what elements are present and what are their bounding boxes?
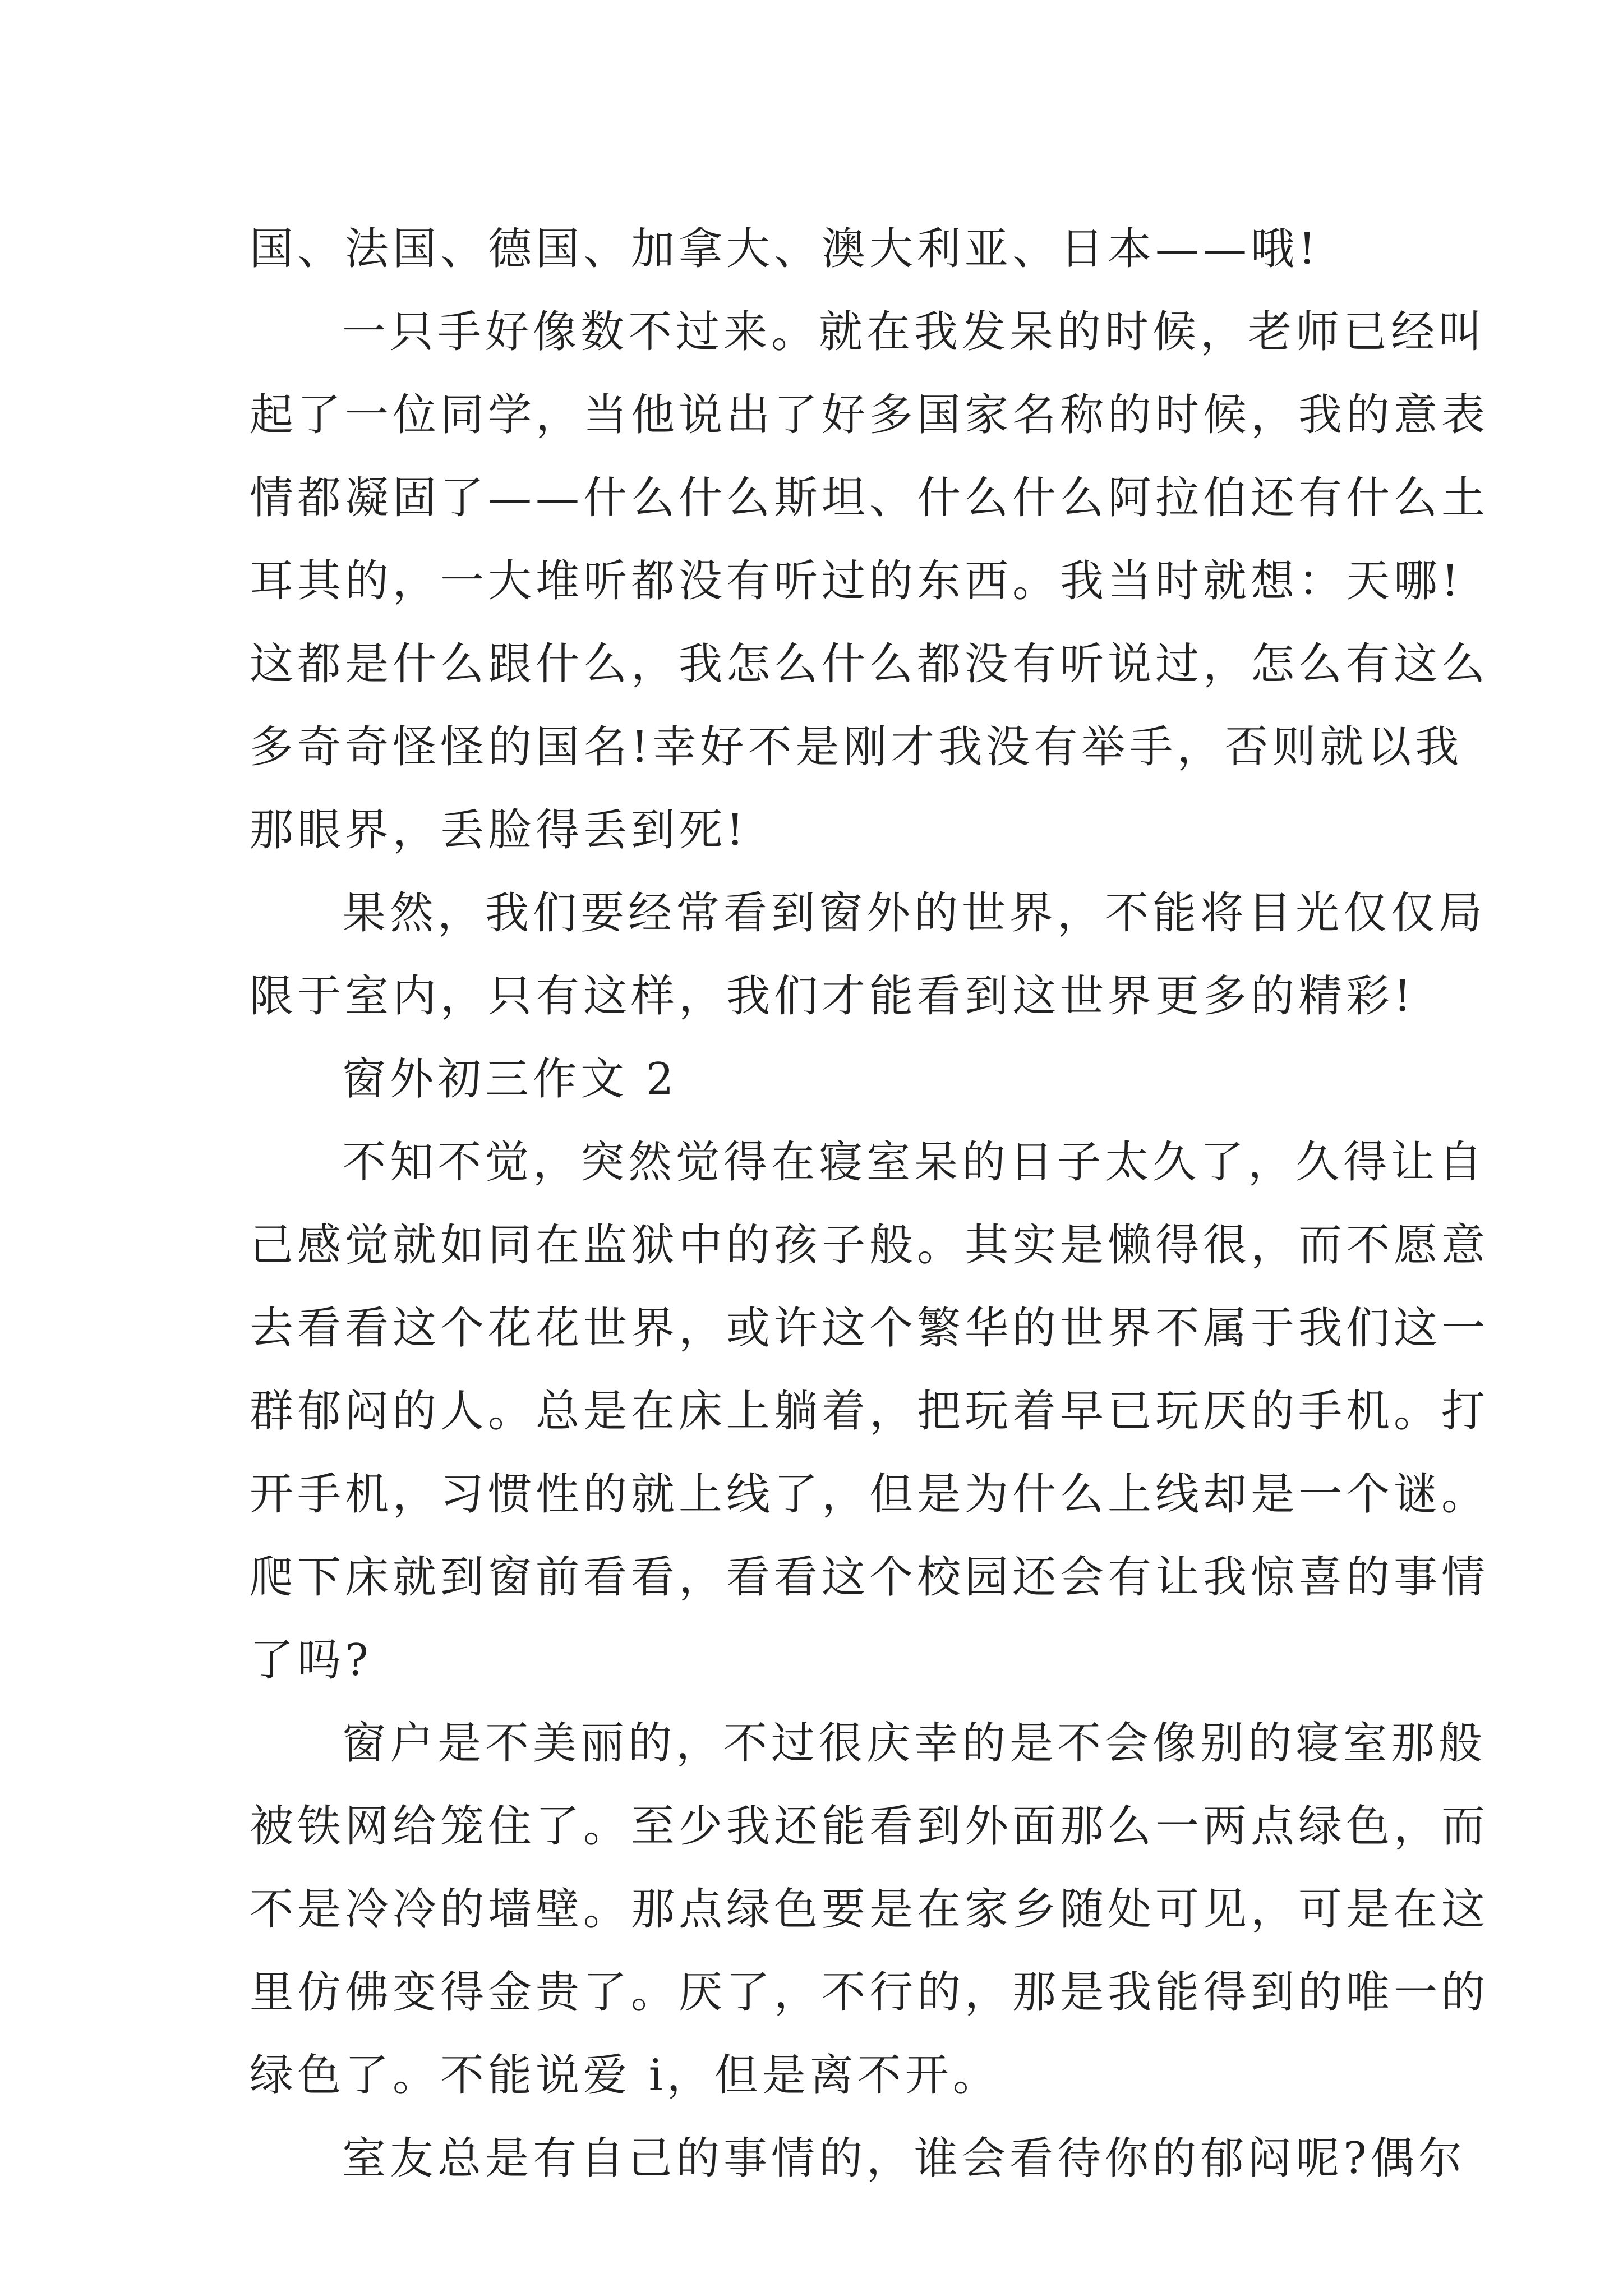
text-line: 被铁网给笼住了。至少我还能看到外面那么一两点绿色，而 [250, 1801, 1490, 1852]
text-line: 果然，我们要经常看到窗外的世界，不能将目光仅仅局 [342, 888, 1487, 938]
text-line: 一只手好像数不过来。就在我发呆的时候，老师已经叫 [342, 307, 1487, 357]
text-line: 了吗? [250, 1635, 372, 1686]
text-line: 国、法国、德国、加拿大、澳大利亚、日本——哦! [250, 224, 1320, 274]
text-line: 群郁闷的人。总是在床上躺着，把玩着早已玩厌的手机。打 [250, 1386, 1490, 1437]
text-line: 那眼界，丢脸得丢到死! [250, 805, 748, 855]
text-line: 情都凝固了——什么什么斯坦、什么什么阿拉伯还有什么土 [250, 473, 1490, 523]
text-line: 爬下床就到窗前看看，看看这个校园还会有让我惊喜的事情 [250, 1552, 1490, 1603]
text-line: 己感觉就如同在监狱中的孩子般。其实是懒得很，而不愿意 [250, 1220, 1490, 1271]
text-line: 室友总是有自己的事情的，谁会看待你的郁闷呢?偶尔 [342, 2133, 1466, 2184]
text-line: 不是冷冷的墙壁。那点绿色要是在家乡随处可见，可是在这 [250, 1884, 1490, 1935]
text-line: 多奇奇怪怪的国名!幸好不是刚才我没有举手，否则就以我 [250, 722, 1463, 772]
text-line: 窗户是不美丽的，不过很庆幸的是不会像别的寝室那般 [342, 1718, 1487, 1769]
text-line: 耳其的，一大堆听都没有听过的东西。我当时就想：天哪! [250, 556, 1463, 606]
text-line: 限于室内，只有这样，我们才能看到这世界更多的精彩! [250, 971, 1415, 1022]
text-line: 去看看这个花花世界，或许这个繁华的世界不属于我们这一 [250, 1303, 1490, 1354]
body-text [250, 208, 1490, 2200]
section-heading: 窗外初三作文 2 [342, 1054, 678, 1105]
text-line: 不知不觉，突然觉得在寝室呆的日子太久了，久得让自 [342, 1137, 1487, 1188]
text-line: 起了一位同学，当他说出了好多国家名称的时候，我的意表 [250, 390, 1490, 440]
text-line: 开手机，习惯性的就上线了，但是为什么上线却是一个谜。 [250, 1469, 1490, 1520]
text-line: 绿色了。不能说爱 i，但是离不开。 [250, 2050, 1000, 2101]
text-line: 里仿佛变得金贵了。厌了，不行的，那是我能得到的唯一的 [250, 1967, 1490, 2018]
text-line: 这都是什么跟什么，我怎么什么都没有听说过，怎么有这么 [250, 639, 1490, 689]
